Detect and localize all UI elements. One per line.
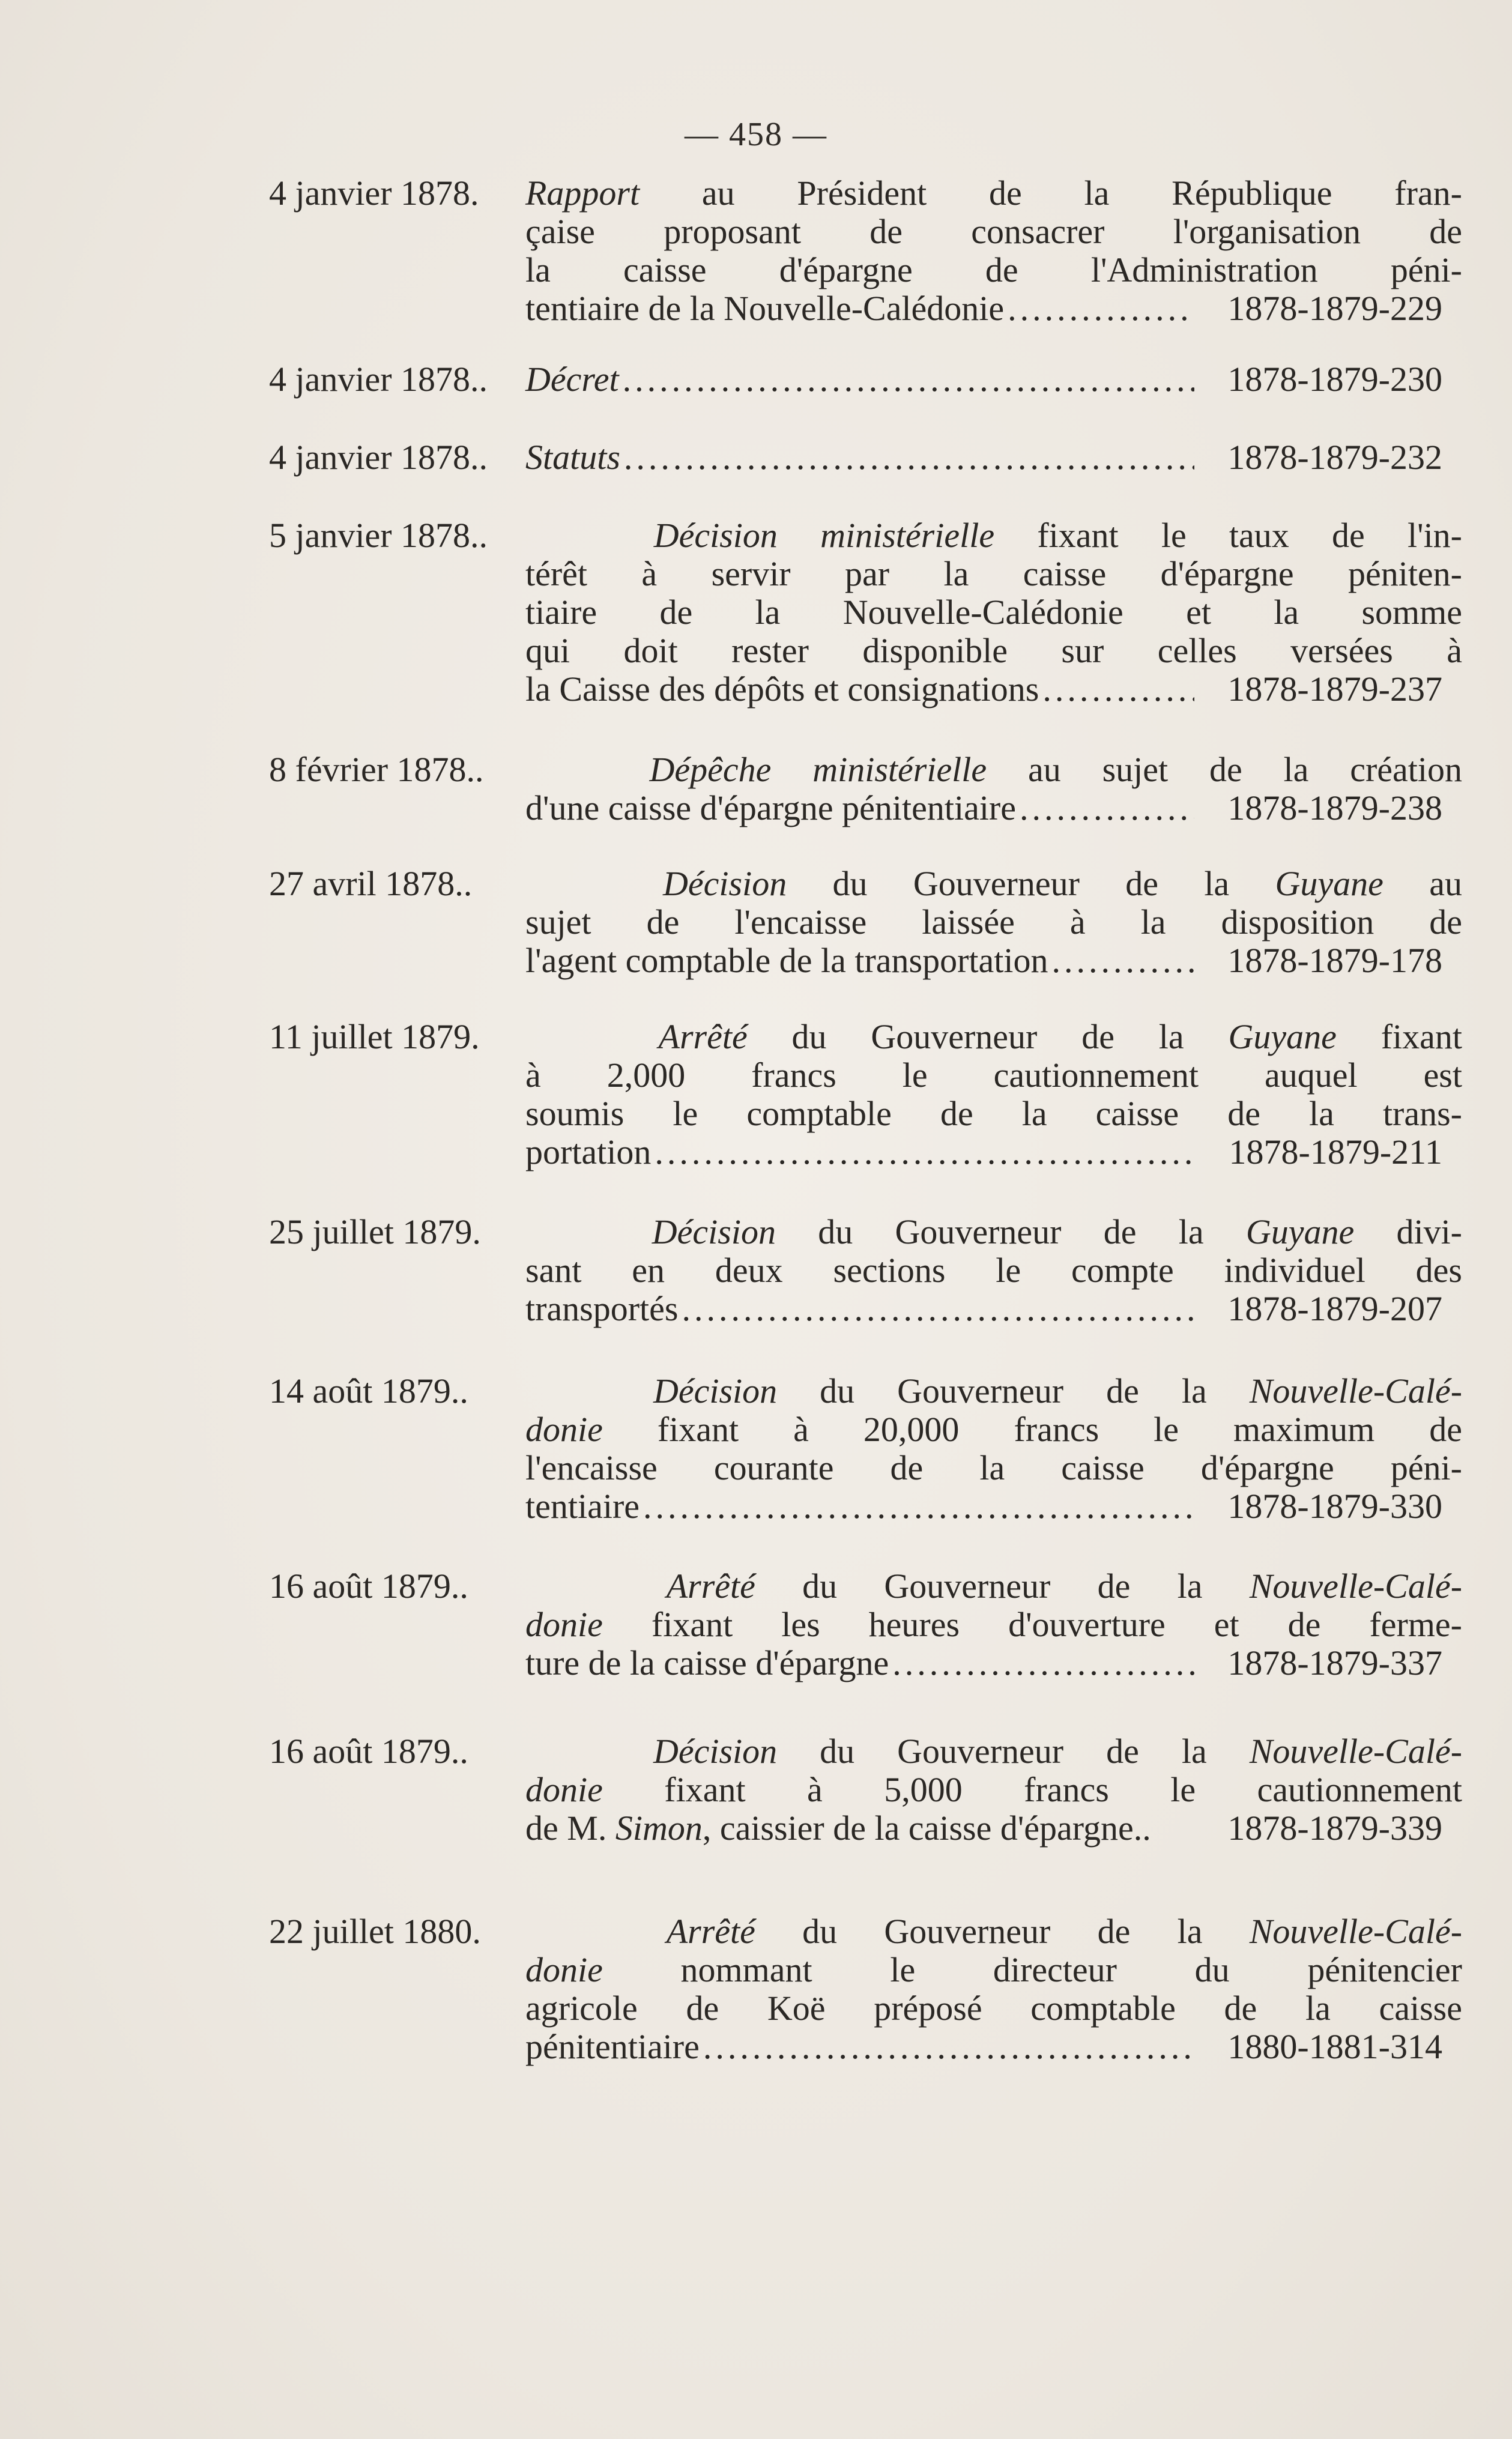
description-line: soumis le comptable de la caisse de la trans- bbox=[525, 1094, 1462, 1133]
description-line: donie fixant à 5,000 francs le cautionnement bbox=[525, 1770, 1462, 1809]
index-entry bbox=[269, 174, 1462, 328]
description-line: sujet de l'encaisse laissée à la disposition de bbox=[525, 902, 1462, 941]
description-last-line: ture de la caisse d'épargne bbox=[525, 1643, 889, 1682]
description-line: à 2,000 francs le cautionnement auquel est bbox=[525, 1056, 1462, 1095]
index-entry bbox=[269, 1017, 1462, 1171]
dot-leader bbox=[1042, 670, 1194, 709]
description-last-line: pénitentiaire bbox=[525, 2027, 700, 2066]
dot-leader bbox=[892, 1644, 1194, 1682]
dot-leader bbox=[1051, 941, 1194, 980]
index-entry bbox=[269, 516, 1462, 709]
description-line: sant en deux sections le compte individuel des bbox=[525, 1251, 1462, 1290]
dot-leader bbox=[703, 2028, 1194, 2066]
entry-reference: 1878-1879-339 bbox=[1227, 1809, 1442, 1848]
entry-reference: 1878-1879-330 bbox=[1227, 1487, 1442, 1526]
entry-reference: 1878-1879-211 bbox=[1229, 1132, 1442, 1171]
description-line: Dépêche ministérielle au sujet de la création bbox=[649, 750, 1462, 789]
entry-date: 16 août 1879.. bbox=[269, 1567, 468, 1606]
entry-date: 25 juillet 1879. bbox=[269, 1212, 481, 1251]
entry-reference: 1878-1879-229 bbox=[1227, 289, 1442, 328]
description-last-line: tentiaire bbox=[525, 1487, 640, 1526]
description-line: Décision ministérielle fixant le taux de l'in- bbox=[653, 516, 1462, 555]
index-entry bbox=[269, 360, 1440, 399]
index-entry bbox=[269, 1567, 1463, 1682]
description-line: Décision du Gouverneur de la Nouvelle-Calé- bbox=[653, 1732, 1463, 1771]
page-number: — 458 — bbox=[685, 116, 827, 153]
description-line: Rapport au Président de la République fran- bbox=[525, 174, 1462, 213]
description-line: l'encaisse courante de la caisse d'épargne péni- bbox=[525, 1448, 1462, 1487]
description-last-line: la Caisse des dépôts et consignations bbox=[525, 669, 1039, 709]
entry-date: 4 janvier 1878. bbox=[269, 174, 479, 213]
entry-date: 4 janvier 1878.. bbox=[269, 438, 488, 477]
index-entry bbox=[269, 438, 1440, 477]
description-line: çaise proposant de consacrer l'organisation de bbox=[525, 212, 1462, 251]
description-last-line: de M. Simon, caissier de la caisse d'épargne.. bbox=[525, 1809, 1151, 1848]
description-line: Arrêté du Gouverneur de la Nouvelle-Calé- bbox=[666, 1567, 1463, 1606]
description-line: qui doit rester disponible sur celles versées à bbox=[525, 631, 1462, 670]
entry-date: 22 juillet 1880. bbox=[269, 1912, 481, 1951]
index-entry bbox=[269, 1732, 1463, 1848]
dot-leader bbox=[682, 1290, 1195, 1328]
dot-leader bbox=[1020, 789, 1194, 827]
entry-date: 8 février 1878.. bbox=[269, 750, 484, 789]
description-line: térêt à servir par la caisse d'épargne péniten- bbox=[525, 554, 1462, 593]
description-last-line: l'agent comptable de la transportation bbox=[525, 941, 1048, 980]
entry-reference: 1878-1879-178 bbox=[1227, 941, 1442, 980]
description-line: Décision du Gouverneur de la Nouvelle-Calé- bbox=[653, 1371, 1463, 1410]
entry-reference: 1878-1879-238 bbox=[1227, 788, 1442, 827]
entry-reference: 1878-1879-232 bbox=[1227, 438, 1442, 477]
description-line: agricole de Koë préposé comptable de la caisse bbox=[525, 1989, 1462, 2028]
entry-date: 16 août 1879.. bbox=[269, 1732, 468, 1771]
index-entry bbox=[269, 1212, 1463, 1328]
entry-date: 11 juillet 1879. bbox=[269, 1017, 480, 1056]
description-last-line: transportés bbox=[525, 1289, 679, 1328]
entry-reference: 1880-1881-314 bbox=[1227, 2027, 1442, 2066]
entry-reference: 1878-1879-207 bbox=[1227, 1289, 1442, 1328]
description-last-line: tentiaire de la Nouvelle-Calédonie bbox=[525, 289, 1005, 328]
dot-leader bbox=[623, 360, 1194, 399]
description-last-line: Statuts bbox=[525, 438, 620, 477]
description-line: Décision du Gouverneur de la Guyane au bbox=[663, 864, 1462, 903]
dot-leader bbox=[655, 1133, 1194, 1171]
index-entry bbox=[269, 750, 1462, 827]
description-line: donie fixant à 20,000 francs le maximum de bbox=[525, 1410, 1462, 1449]
index-entry bbox=[269, 864, 1462, 980]
index-entry bbox=[269, 1371, 1463, 1526]
entry-date: 14 août 1879.. bbox=[269, 1371, 468, 1410]
entry-reference: 1878-1879-230 bbox=[1227, 360, 1442, 399]
index-entry bbox=[269, 1912, 1463, 2066]
description-line: donie nommant le directeur du pénitencier bbox=[525, 1950, 1462, 1989]
entry-reference: 1878-1879-337 bbox=[1227, 1643, 1442, 1682]
dot-leader bbox=[643, 1487, 1194, 1526]
description-last-line: portation bbox=[525, 1132, 652, 1171]
description-line: Arrêté du Gouverneur de la Nouvelle-Calé- bbox=[666, 1912, 1463, 1951]
description-line: la caisse d'épargne de l'Administration péni- bbox=[525, 250, 1462, 289]
description-line: tiaire de la Nouvelle-Calédonie et la somme bbox=[525, 593, 1462, 632]
description-line: Décision du Gouverneur de la Guyane divi- bbox=[652, 1212, 1463, 1251]
dot-leader bbox=[624, 438, 1194, 477]
entry-date: 4 janvier 1878.. bbox=[269, 360, 488, 399]
description-last-line: Décret bbox=[525, 360, 619, 399]
entry-date: 5 janvier 1878.. bbox=[269, 516, 488, 555]
description-last-line: d'une caisse d'épargne pénitentiaire bbox=[525, 788, 1016, 827]
entry-reference: 1878-1879-237 bbox=[1227, 669, 1442, 709]
dot-leader bbox=[1008, 289, 1194, 328]
description-line: donie fixant les heures d'ouverture et de ferme- bbox=[525, 1605, 1462, 1644]
description-line: Arrêté du Gouverneur de la Guyane fixant bbox=[658, 1017, 1462, 1056]
entry-date: 27 avril 1878.. bbox=[269, 864, 473, 903]
